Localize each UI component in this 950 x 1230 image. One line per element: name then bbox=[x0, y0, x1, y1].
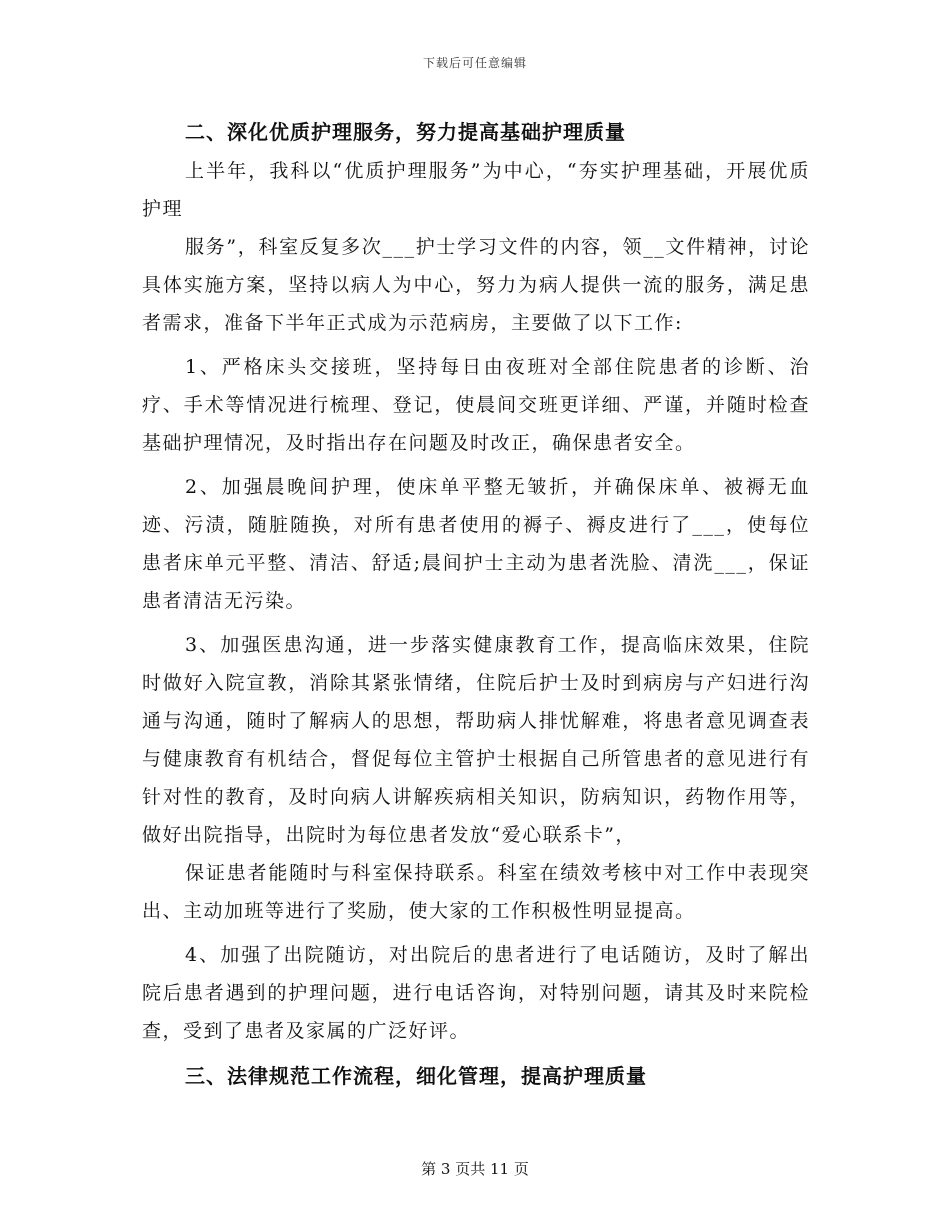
paragraph-item-3-continued: 保证患者能随时与科室保持联系。科室在绩效考核中对工作中表现突出、主动加班等进行了奖励，使大家的工作积极性明显提高。 bbox=[142, 862, 810, 922]
paragraph-item-2: 2、加强晨晚间护理，使床单平整无皱折，并确保床单、被褥无血迹、污渍，随脏随换，对所有患者使用的褥子、褥皮进行了___，使每位患者床单元平整、清洁、舒适;晨间护士主动为患者洗脸、清洗___，保证患者清洁无污染。 bbox=[142, 476, 810, 612]
paragraph-item-1: 1、严格床头交接班，坚持每日由夜班对全部住院患者的诊断、治疗、手术等情况进行梳理、登记，使晨间交班更详细、严谨，并随时检查基础护理情况，及时指出存在问题及时改正，确保患者安全。 bbox=[142, 356, 810, 454]
page-header-note: 下载后可任意编辑 bbox=[422, 56, 527, 70]
section-heading-2: 二、深化优质护理服务，努力提高基础护理质量 bbox=[185, 120, 626, 144]
section-heading-3: 三、法律规范工作流程，细化管理，提高护理质量 bbox=[185, 1064, 647, 1088]
paragraph-intro-continued: 服务”，科室反复多次___护士学习文件的内容，领__文件精神，讨论具体实施方案，坚持以病人为中心，努力为病人提供一流的服务，满足患者需求，准备下半年正式成为示范病房，主要做了以下工作: bbox=[142, 236, 810, 334]
page-number: 第 3 页共 11 页 bbox=[421, 1160, 529, 1178]
paragraph-intro: 上半年，我科以“优质护理服务”为中心，“夯实护理基础，开展优质护理 bbox=[142, 160, 810, 220]
document-body bbox=[142, 112, 810, 1096]
paragraph-item-3: 3、加强医患沟通，进一步落实健康教育工作，提高临床效果，住院时做好入院宣教，消除其紧张情绪，住院后护士及时到病房与产妇进行沟通与沟通，随时了解病人的思想，帮助病人排忧解难，将患者意见调查表与健康教育有机结合，督促每位主管护士根据自己所管患者的意见进行有针对性的教育，及时向病人讲解疾病相关知识，防病知识，药物作用等，做好出院指导，出院时为每位患者发放“爱心联系卡”， bbox=[142, 634, 810, 846]
paragraph-item-4: 4、加强了出院随访，对出院后的患者进行了电话随访，及时了解出院后患者遇到的护理问题，进行电话咨询，对特别问题，请其及时来院检查，受到了患者及家属的广泛好评。 bbox=[142, 944, 810, 1042]
